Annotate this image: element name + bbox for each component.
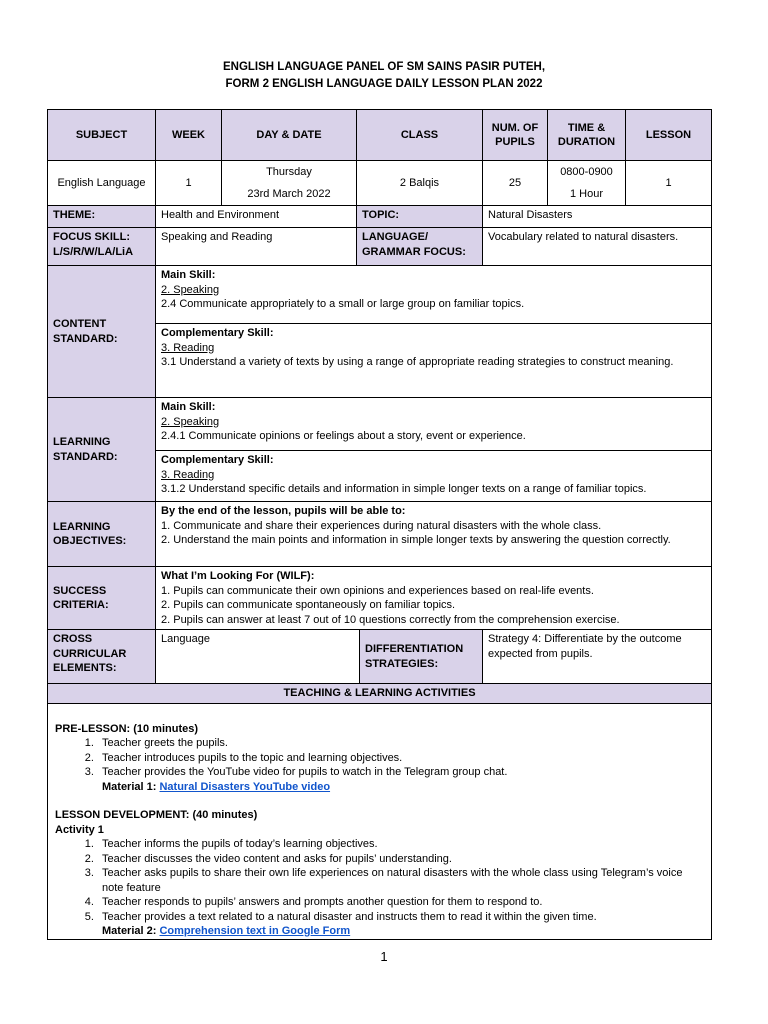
differentiation-label-line1: DIFFERENTIATION xyxy=(365,643,464,655)
lesson-development-title: LESSON DEVELOPMENT: (40 minutes) xyxy=(55,809,258,821)
value-time-duration xyxy=(548,161,626,206)
content-standard-label xyxy=(48,266,156,398)
pre-lesson-title: PRE-LESSON: (10 minutes) xyxy=(55,722,199,735)
success-content xyxy=(156,567,712,630)
header-class: CLASS xyxy=(357,110,483,161)
activities-title: TEACHING & LEARNING ACTIVITIES xyxy=(48,684,712,704)
success-label-line2: CRITERIA: xyxy=(53,599,109,611)
focus-skill-label-line1: FOCUS SKILL: xyxy=(53,231,130,243)
value-time: 0800-0900 xyxy=(560,166,613,178)
content-comp-skill: 3. Reading xyxy=(161,341,215,354)
learning-comp-title: Complementary Skill: xyxy=(161,454,274,466)
material2-link[interactable]: Comprehension text in Google Form xyxy=(159,925,351,937)
focus-row xyxy=(48,228,712,266)
cross-value-wrap xyxy=(156,630,483,684)
activities-row xyxy=(48,703,712,939)
success-label-line1: SUCCESS xyxy=(53,584,107,597)
material1-label: Material 1: xyxy=(102,780,157,793)
objectives-intro: By the end of the lesson, pupils will be able to: xyxy=(161,505,406,517)
list-item: 5. Teacher provides a text related to a natural disaster and instructs them to read it within the given time. xyxy=(97,910,704,925)
topic-value: Natural Disasters xyxy=(483,206,712,228)
differentiation-value: Strategy 4: Differentiate by the outcome expected from pupils. xyxy=(483,630,712,684)
focus-skill-label xyxy=(48,228,156,266)
list-item: 1. Teacher informs the pupils of today’s learning objectives. xyxy=(97,837,704,852)
content-comp-title: Complementary Skill: xyxy=(161,327,274,339)
language-focus-label xyxy=(357,228,483,266)
success-item: 2. Pupils can answer at least 7 out of 10 questions correctly from the comprehension exercise. xyxy=(161,613,620,626)
value-lesson: 1 xyxy=(626,161,712,206)
content-main-text: 2.4 Communicate appropriately to a small or large group on familiar topics. xyxy=(161,298,525,310)
material1-line xyxy=(55,780,704,795)
success-item: 1. Pupils can communicate their own opinions and experiences based on real-life events. xyxy=(161,584,594,597)
header-subject: SUBJECT xyxy=(48,110,156,161)
doc-title-line1: ENGLISH LANGUAGE PANEL OF SM SAINS PASIR PUTEH, xyxy=(222,61,546,73)
theme-label: THEME: xyxy=(48,206,156,228)
objectives-label-line2: OBJECTIVES: xyxy=(53,535,127,547)
value-duration: 1 Hour xyxy=(569,187,604,200)
activities-header-row xyxy=(48,684,712,704)
list-item: 2. Teacher discusses the video content and asks for pupils’ understanding. xyxy=(97,852,704,867)
objectives-label xyxy=(48,502,156,567)
header-lesson: LESSON xyxy=(626,110,712,161)
learning-standard-label-line2: STANDARD: xyxy=(53,450,118,463)
page-number: 1 xyxy=(380,949,388,964)
theme-value: Health and Environment xyxy=(156,206,357,228)
content-standard-label-line1: CONTENT xyxy=(53,318,107,330)
value-day-date xyxy=(222,161,357,206)
language-focus-label-line2: GRAMMAR FOCUS: xyxy=(362,245,466,258)
cross-label-line3: ELEMENTS: xyxy=(53,662,117,674)
content-standard-main xyxy=(156,266,712,324)
success-intro: What I’m Looking For (WILF): xyxy=(161,570,315,582)
success-item: 2. Pupils can communicate spontaneously on familiar topics. xyxy=(161,599,456,611)
value-subject: English Language xyxy=(48,161,156,206)
lesson-plan-table xyxy=(47,109,712,940)
learning-comp-skill: 3. Reading xyxy=(161,468,215,481)
material2-label: Material 2: xyxy=(102,925,157,937)
cross-value: Language xyxy=(156,630,360,683)
learning-standard-label xyxy=(48,398,156,502)
learning-standard-label-line1: LEARNING xyxy=(53,436,111,448)
content-standard-label-line2: STANDARD: xyxy=(53,332,118,345)
material1-link[interactable]: Natural Disasters YouTube video xyxy=(159,780,331,793)
content-standard-main-row xyxy=(48,266,712,324)
success-label xyxy=(48,567,156,630)
list-item: 1. Teacher greets the pupils. xyxy=(97,736,704,751)
focus-skill-value: Speaking and Reading xyxy=(156,228,357,266)
list-item: 2. Teacher introduces pupils to the topic and learning objectives. xyxy=(97,751,704,766)
lesson-development-list xyxy=(55,837,704,924)
theme-row xyxy=(48,206,712,228)
cross-label-line1: CROSS xyxy=(53,633,93,645)
value-day: Thursday xyxy=(266,166,312,178)
pre-lesson-list xyxy=(55,736,704,780)
learning-main-text: 2.4.1 Communicate opinions or feelings about a story, event or experience. xyxy=(161,430,526,442)
content-comp-text: 3.1 Understand a variety of texts by using a range of appropriate reading strategies to construct meaning. xyxy=(161,356,674,368)
material2-line xyxy=(55,924,704,939)
value-date: 23rd March 2022 xyxy=(247,187,331,200)
list-item: 3. Teacher asks pupils to share their own life experiences on natural disasters with the whole class using Telegram’s voice note feature xyxy=(97,866,704,895)
content-main-title: Main Skill: xyxy=(161,269,216,281)
list-item: 3. Teacher provides the YouTube video for pupils to watch in the Telegram group chat. xyxy=(97,765,704,780)
info-value-row xyxy=(48,161,712,206)
differentiation-label xyxy=(360,630,482,683)
content-main-skill: 2. Speaking xyxy=(161,283,220,296)
value-num-pupils: 25 xyxy=(483,161,548,206)
learning-main-title: Main Skill: xyxy=(161,401,216,413)
activity1-title: Activity 1 xyxy=(55,823,104,836)
cross-label xyxy=(48,630,156,684)
content-standard-comp xyxy=(156,324,712,398)
learning-standard-main-row xyxy=(48,398,712,451)
cross-row xyxy=(48,630,712,684)
header-num-pupils: NUM. OF PUPILS xyxy=(483,110,548,161)
focus-skill-label-line2: L/S/R/W/LA/LiA xyxy=(53,245,134,258)
learning-standard-comp xyxy=(156,451,712,502)
success-row xyxy=(48,567,712,630)
header-day-date: DAY & DATE xyxy=(222,110,357,161)
objectives-content xyxy=(156,502,712,567)
language-focus-value: Vocabulary related to natural disasters. xyxy=(483,228,712,266)
objective-item: 1. Communicate and share their experiences during natural disasters with the whole class. xyxy=(161,519,602,532)
learning-standard-main xyxy=(156,398,712,451)
info-header-row xyxy=(48,110,712,161)
doc-title-line2: FORM 2 ENGLISH LANGUAGE DAILY LESSON PLAN 2022 xyxy=(225,78,543,90)
cross-label-line2: CURRICULAR xyxy=(53,647,127,660)
objective-item: 2. Understand the main points and information in simple longer texts by answering the question correctly. xyxy=(161,534,671,546)
header-week: WEEK xyxy=(156,110,222,161)
objectives-row xyxy=(48,502,712,567)
activities-content xyxy=(48,703,712,939)
objectives-label-line1: LEARNING xyxy=(53,520,111,533)
list-item: 4. Teacher responds to pupils’ answers and prompts another question for them to respond to. xyxy=(97,895,704,910)
header-time-duration: TIME & DURATION xyxy=(548,110,626,161)
differentiation-label-line2: STRATEGIES: xyxy=(365,657,439,670)
topic-label: TOPIC: xyxy=(357,206,483,228)
value-week: 1 xyxy=(156,161,222,206)
value-class: 2 Balqis xyxy=(357,161,483,206)
language-focus-label-line1: LANGUAGE/ xyxy=(362,231,428,243)
learning-main-skill: 2. Speaking xyxy=(161,415,220,428)
learning-comp-text: 3.1.2 Understand specific details and information in simple longer texts on a range of familiar topics. xyxy=(161,483,647,495)
